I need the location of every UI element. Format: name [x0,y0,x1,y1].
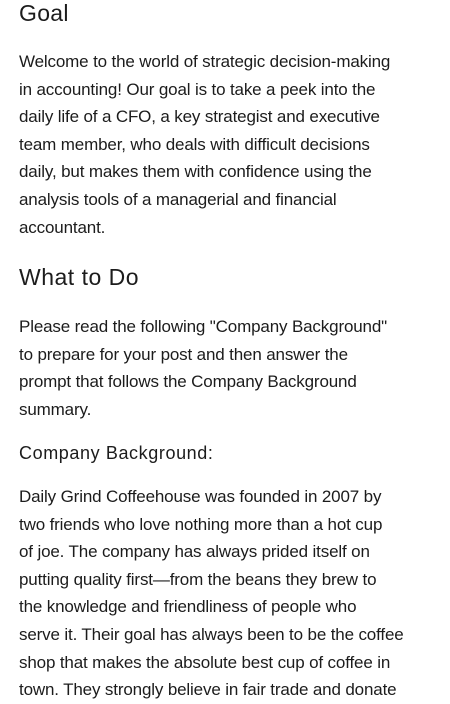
goal-line: analysis tools of a managerial and financial [19,189,337,209]
company-background-line: two friends who love nothing more than a hot cup [19,514,383,534]
what-to-do-line: Please read the following "Company Background" [19,317,388,336]
goal-line: team member, who deals with difficult decisions [19,134,370,154]
what-to-do-heading: What to Do [19,264,140,290]
what-to-do-line: prompt that follows the Company Background [19,372,357,392]
goal-line: in accounting! Our goal is to take a peek into the [19,79,376,99]
goal-paragraph [19,48,390,241]
what-to-do-paragraph [19,313,387,423]
goal-heading: Goal [19,0,69,26]
company-background-line: the knowledge and friendliness of people who [19,597,357,617]
company-background-line: town. They strongly believe in fair trade and donate [19,680,397,700]
goal-line: daily life of a CFO, a key strategist and executive [19,107,380,127]
company-background-heading: Company Background: [19,443,214,463]
company-background-line: of joe. The company has always prided itself on [19,542,370,562]
company-background-line: Daily Grind Coffeehouse was founded in 2007 by [19,487,382,506]
company-background-line: serve it. Their goal has always been to be the coffee [19,624,404,644]
company-background-line: shop that makes the absolute best cup of coffee in [19,652,391,672]
goal-line: Welcome to the world of strategic decision-making [19,52,391,71]
goal-line: accountant. [19,217,106,237]
goal-line: daily, but makes them with confidence using the [19,162,372,182]
company-background-paragraph [19,483,404,704]
what-to-do-line: to prepare for your post and then answer the [19,344,348,364]
what-to-do-line: summary. [19,399,92,419]
company-background-line: putting quality first—from the beans they brew to [19,569,377,589]
